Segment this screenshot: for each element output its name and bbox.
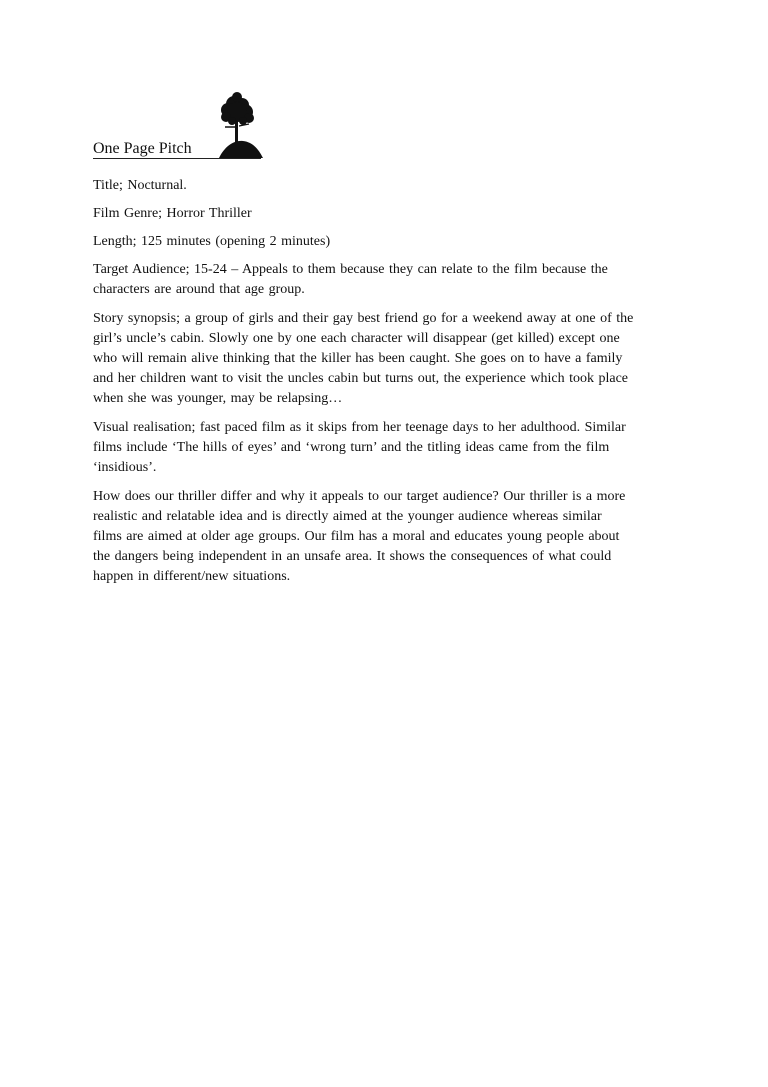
text-line: the dangers being independent in an unsafe area. It shows the consequences of what could <box>93 549 612 564</box>
pitch-content <box>93 176 683 595</box>
text-line: Film Genre; Horror Thriller <box>93 206 252 221</box>
text-line: and her children want to visit the uncles cabin but turns out, the experience which took place <box>93 371 629 386</box>
text-line: happen in different/new situations. <box>93 569 291 584</box>
text-line: How does our thriller differ and why it appeals to our target audience? Our thriller is a more <box>93 489 626 504</box>
text-line: realistic and relatable idea and is directly aimed at the younger audience whereas similar <box>93 509 602 524</box>
text-line: ‘insidious’. <box>93 460 157 475</box>
target-audience-paragraph <box>93 260 683 300</box>
text-line: characters are around that age group. <box>93 282 305 297</box>
text-line: Target Audience; 15-24 – Appeals to them because they can relate to the film because the <box>93 262 608 277</box>
story-synopsis-paragraph <box>93 309 683 409</box>
differentiation-paragraph <box>93 487 683 587</box>
title-underline <box>93 158 261 159</box>
length-paragraph <box>93 232 683 252</box>
visual-realisation-paragraph <box>93 418 683 478</box>
text-line: Title; Nocturnal. <box>93 178 187 193</box>
text-line: Visual realisation; fast paced film as it skips from her teenage days to her adulthood. Similar <box>93 420 626 435</box>
title-row <box>93 90 273 162</box>
text-line: Story synopsis; a group of girls and their gay best friend go for a weekend away at one of the <box>93 311 634 326</box>
text-line: who will remain alive thinking that the killer has been caught. She goes on to have a family <box>93 351 623 366</box>
text-line: girl’s uncle’s cabin. Slowly one by one each character will disappear (get killed) except one <box>93 331 620 346</box>
text-line: films include ‘The hills of eyes’ and ‘wrong turn’ and the titling ideas came from the film <box>93 440 610 455</box>
page-title: One Page Pitch <box>93 140 192 157</box>
genre-paragraph <box>93 204 683 224</box>
text-line: when she was younger, may be relapsing… <box>93 391 343 406</box>
text-line: films are aimed at older age groups. Our film has a moral and educates young people about <box>93 529 620 544</box>
text-line: Length; 125 minutes (opening 2 minutes) <box>93 234 331 249</box>
tree-on-hill-icon <box>211 90 263 158</box>
title-paragraph <box>93 176 683 196</box>
